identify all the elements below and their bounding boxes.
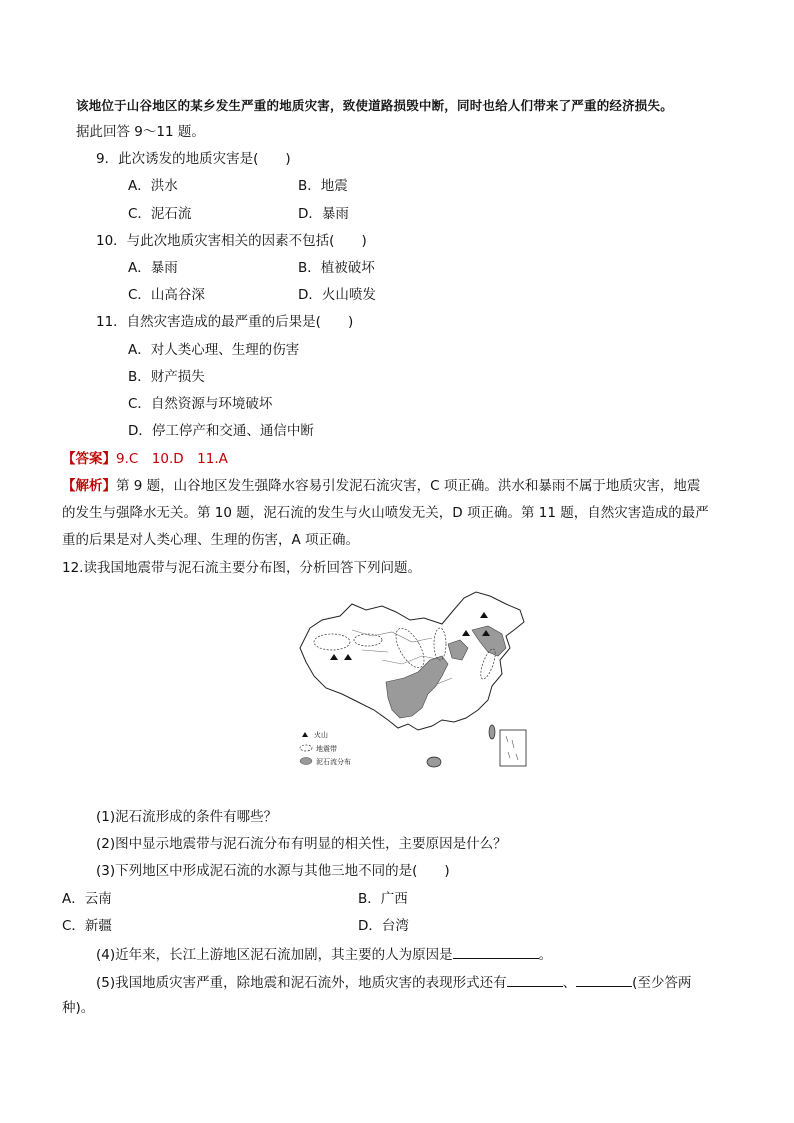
question-12-sub-3-option-c: C．新疆	[62, 918, 112, 934]
question-12-sub-2: (2)图中显示地震带与泥石流分布有明显的相关性，主要原因是什么？	[96, 836, 507, 852]
question-12-sub-5-sep: 、	[562, 975, 577, 991]
answer-tag: 【答案】	[62, 451, 116, 467]
question-11-option-b: B．财产损失	[128, 369, 205, 385]
question-12-sub-3-option-d: D．台湾	[358, 918, 409, 934]
legend-mudflow-label: 泥石流分布	[316, 758, 351, 766]
china-earthquake-mudflow-map	[292, 590, 532, 776]
answer-blank-5a[interactable]	[507, 972, 563, 987]
question-9-option-a: A．洪水	[128, 178, 178, 194]
south-china-sea-inset	[500, 730, 526, 766]
analysis-line-2: 的发生与强降水无关。第 10 题，泥石流的发生与火山喷发无关，D 项正确。第 11 题，自然灾害造成的最严	[62, 505, 709, 521]
question-11-option-a: A．对人类心理、生理的伤害	[128, 342, 300, 358]
question-12-sub-5	[96, 972, 691, 992]
question-12-sub-3-option-b: B．广西	[358, 891, 408, 907]
answer-blank-4[interactable]	[453, 944, 539, 959]
question-9-option-d: D．暴雨	[298, 206, 349, 222]
question-12-sub-4	[96, 944, 552, 964]
answer-blank-5b[interactable]	[576, 972, 632, 987]
question-9-option-c: C．泥石流	[128, 206, 192, 222]
question-9-option-b: B．地震	[298, 178, 348, 194]
question-10-option-a: A．暴雨	[128, 260, 178, 276]
question-11-option-d: D．停工停产和交通、通信中断	[128, 423, 314, 439]
intro-line-2: 据此回答 9～11 题。	[76, 124, 205, 140]
map-svg	[292, 590, 532, 776]
question-9-stem: 9．此次诱发的地质灾害是( )	[96, 151, 291, 167]
question-12-sub-5-end: (至少答两	[632, 975, 692, 991]
question-10-option-d: D．火山喷发	[298, 287, 376, 303]
legend-earthquake-icon	[300, 745, 312, 751]
intro-line-1: 该地位于山谷地区的某乡发生严重的地质灾害，致使道路损毁中断，同时也给人们带来了严重的经济损失。	[76, 98, 673, 113]
analysis-tag: 【解析】	[62, 478, 116, 494]
question-10-stem: 10．与此次地质灾害相关的因素不包括( )	[96, 233, 367, 249]
legend-mudflow-icon	[300, 758, 312, 765]
question-12-sub-3-option-a: A．云南	[62, 891, 112, 907]
legend-earthquake-label: 地震带	[316, 745, 337, 753]
question-12-sub-1: (1)泥石流形成的条件有哪些？	[96, 809, 278, 825]
taiwan-island	[489, 725, 495, 739]
answer-text: 9.C 10.D 11.A	[116, 451, 228, 467]
answer-line	[62, 450, 228, 468]
question-12-sub-5-text: (5)我国地质灾害严重，除地震和泥石流外，地质灾害的表现形式还有	[96, 975, 507, 991]
question-12-sub-4-text: (4)近年来，长江上游地区泥石流加剧，其主要的人为原因是	[96, 947, 453, 963]
question-10-option-b: B．植被破坏	[298, 260, 375, 276]
question-11-stem: 11．自然灾害造成的最严重的后果是( )	[96, 314, 354, 330]
question-12-stem: 12.读我国地震带与泥石流主要分布图，分析回答下列问题。	[62, 560, 421, 576]
analysis-text-1: 第 9 题，山谷地区发生强降水容易引发泥石流灾害，C 项正确。洪水和暴雨不属于地质灾害，地震	[116, 478, 701, 494]
question-12-sub-3: (3)下列地区中形成泥石流的水源与其他三地不同的是( )	[96, 863, 450, 879]
question-12-sub-4-end: 。	[538, 947, 553, 963]
legend-volcano-label: 火山	[314, 731, 328, 739]
legend-volcano-icon	[302, 732, 308, 737]
analysis-line-1	[62, 477, 700, 495]
analysis-line-3: 重的后果是对人类心理、生理的伤害，A 项正确。	[62, 532, 360, 548]
hainan-island	[427, 757, 441, 767]
question-12-sub-5-line-2: 种)。	[62, 1000, 95, 1016]
question-10-option-c: C．山高谷深	[128, 287, 205, 303]
question-11-option-c: C．自然资源与环境破坏	[128, 396, 273, 412]
